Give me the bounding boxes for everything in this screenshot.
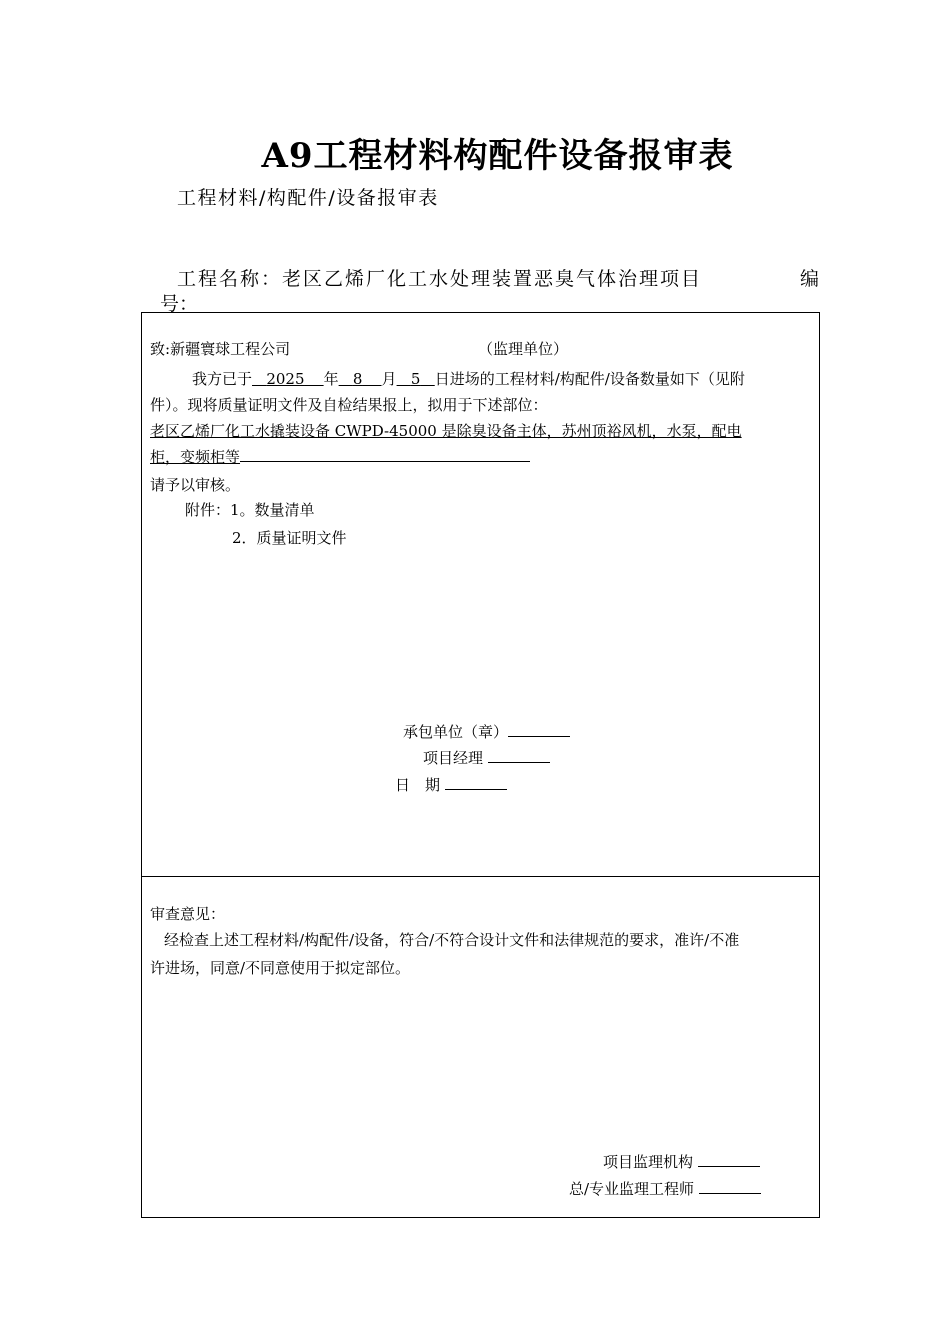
chief-engineer-line — [569, 1176, 761, 1202]
number-label-part2: 号： — [160, 293, 199, 315]
after-date-text: 日进场的工程材料/构配件/设备数量如下（见附 — [434, 370, 745, 388]
project-label: 工程名称： — [177, 268, 283, 290]
review-heading: 审查意见： — [150, 905, 226, 923]
chief-engineer-label: 总/专业监理工程师 — [569, 1180, 695, 1198]
supervisor-org-line — [603, 1149, 760, 1175]
project-name: 老区乙烯厂化工水处理装置恶臭气体治理项目 — [282, 268, 703, 290]
attachment-2: 2．质量证明文件 — [232, 529, 347, 547]
location-line-2: 柜，变频柜等 — [150, 444, 530, 470]
addressee-line — [150, 336, 290, 362]
contractor-signature-line — [403, 719, 570, 745]
contractor-blank — [508, 720, 570, 737]
supervision-unit-label: （监理单位） — [478, 340, 569, 358]
project-name-line — [177, 264, 702, 291]
chief-engineer-blank — [699, 1177, 761, 1194]
arrival-date-line — [192, 366, 745, 392]
contractor-label: 承包单位（章） — [403, 723, 509, 741]
review-text-line-1: 经检查上述工程材料/构配件/设备，符合/不符合设计文件和法律规范的要求，准许/不准 — [164, 931, 740, 949]
attachment-1: 附件：1。数量清单 — [185, 501, 315, 519]
addressee-company: 新疆寰球工程公司 — [170, 340, 291, 358]
location-line-1: 老区乙烯厂化工水撬装设备 CWPD-45000 是除臭设备主体，苏州顶裕风机，水泵，配电 — [150, 422, 742, 440]
intro-text: 我方已于 — [192, 370, 253, 388]
supervisor-org-blank — [698, 1150, 760, 1167]
date-line — [395, 772, 507, 798]
pm-blank — [488, 746, 550, 763]
request-text: 请予以审核。 — [150, 476, 241, 494]
year-value: 2025 — [266, 370, 305, 388]
month-value: 8 — [352, 370, 363, 388]
pm-label: 项目经理 — [423, 749, 484, 767]
section-divider — [141, 876, 820, 877]
form-subtitle: 工程材料/构配件/设备报审表 — [177, 187, 439, 209]
year-unit: 年 — [323, 370, 339, 388]
submission-line-2: 件）。现将质量证明文件及自检结果报上，拟用于下述部位： — [150, 396, 548, 414]
project-manager-line — [423, 745, 550, 771]
day-value: 5 — [410, 370, 421, 388]
review-text-line-2: 许进场，同意/不同意使用于拟定部位。 — [150, 959, 411, 977]
date-blank — [445, 773, 507, 790]
page-title: A9工程材料构配件设备报审表 — [261, 136, 734, 176]
date-label: 日 期 — [395, 776, 441, 794]
month-unit: 月 — [381, 370, 397, 388]
addressee-prefix: 致: — [150, 340, 171, 358]
number-label-part1: 编 — [800, 268, 820, 290]
supervisor-org-label: 项目监理机构 — [603, 1153, 694, 1171]
